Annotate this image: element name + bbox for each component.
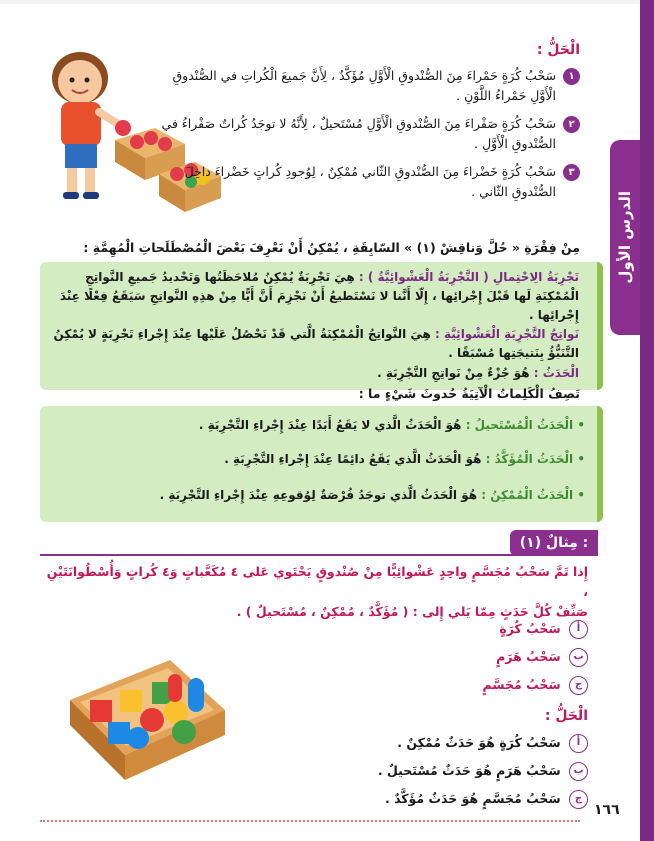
- example-solution-c: [300, 790, 588, 809]
- answers-list: [150, 66, 580, 210]
- option-letter-badge: ب: [569, 648, 588, 667]
- option-text: سَحْبُ كُرَةٍ: [499, 621, 561, 636]
- events-box: [40, 406, 603, 522]
- example-question-line: صَنِّفْ كُلَّ حَدَثٍ مِمّا يَلي إِلى : ( مُؤَكَّدٌ ، مُمْكِنٌ ، مُسْتَحيلٌ ) .: [236, 604, 588, 619]
- solution-letter-badge: أ: [569, 734, 588, 753]
- shapes-box-illustration: [60, 640, 230, 790]
- option-text: سَحْبُ مُجَسَّمٍ: [482, 677, 561, 692]
- solution-text: سَحْبُ كُرَةٍ هُوَ حَدَثٌ مُمْكِنٌ .: [397, 735, 561, 750]
- example-option-c: [380, 676, 588, 695]
- example-solution-b: [300, 762, 588, 781]
- solution-heading: الْحَلُّ :: [536, 42, 580, 58]
- solution-text: سَحْبُ هَرَمٍ هُوَ حَدَثٌ مُسْتَحيلٌ .: [377, 763, 561, 778]
- definition-term: الْحَدَثُ :: [533, 366, 579, 380]
- definition-term: تَجْرِبَةُ الِاحْتِمالِ ( التَّجْرِبَةُ الْعَشْوائِيَّةُ ) :: [358, 270, 579, 284]
- example-option-a: [380, 620, 588, 639]
- answer-text: سَحْبُ كُرَةٍ خَضْراءَ مِنَ الصُّنْدوقِ الثّاني مُمْكِنٌ ، لِوُجودِ كُراتٍ خَضْراءَ داخِلَ الصُّنْدوقِ الثّاني .: [184, 164, 556, 199]
- bullet-icon: •: [577, 418, 585, 432]
- event-text: هُوَ الْحَدَثُ الَّذي توجَدُ فُرْصَةٌ لِوُقوعِهِ عِنْدَ إِجْراءِ التَّجْرِبَةِ .: [159, 488, 478, 502]
- event-possible: [52, 486, 585, 504]
- event-certain: [52, 450, 585, 468]
- answer-number-badge: ١: [563, 68, 580, 85]
- footer-divider: [40, 820, 580, 822]
- event-term: الْحَدَثُ الْمُؤَكَّدُ :: [485, 452, 574, 466]
- event-impossible: [52, 416, 585, 434]
- page-number: ١٦٦: [594, 802, 620, 818]
- answer-item: [150, 162, 580, 202]
- answer-item: [150, 66, 580, 106]
- answer-text: سَحْبُ كُرَةٍ حَمْراءَ مِنَ الصُّنْدوقِ الْأَوَّلِ مُؤَكَّدٌ ، لِأَنَّ جَميعَ الْكُراتِ في الصُّنْدوقِ الْأَوَّلِ حَمْراءُ اللَّوْنِ .: [172, 68, 556, 103]
- option-letter-badge: ج: [569, 676, 588, 695]
- example-label: مِثالٌ (١) :: [510, 530, 598, 556]
- side-stripe: [640, 0, 654, 841]
- lesson-side-tab-label: الدرس الأول: [616, 191, 634, 284]
- bullet-icon: •: [577, 488, 585, 502]
- page-edge: [0, 0, 654, 4]
- definition-random-experiment: [52, 268, 579, 325]
- option-text: سَحْبُ هَرَمٍ: [496, 649, 561, 664]
- event-text: هُوَ الْحَدَثُ الَّذي لا يَقَعُ أَبَدًا عِنْدَ إِجْراءِ التَّجْرِبَةِ .: [198, 418, 462, 432]
- solution-letter-badge: ج: [569, 790, 588, 809]
- answer-text: سَحْبُ كُرَةٍ صَفْراءَ مِنَ الصُّنْدوقِ الْأَوَّلِ مُسْتَحيلٌ ، لِأَنَّهُ لا توجَدُ كُراتٌ صَفْراءُ في الصُّنْدوقِ الْأَوَّلِ .: [161, 116, 556, 151]
- definition-event: [52, 364, 579, 383]
- option-letter-badge: أ: [569, 620, 588, 639]
- example-solution-heading: الْحَلُّ :: [544, 708, 588, 724]
- event-text: هُوَ الْحَدَثُ الَّذي يَقَعُ دائِمًا عِنْدَ إِجْراءِ التَّجْرِبَةِ .: [224, 452, 482, 466]
- lesson-side-tab: [610, 140, 640, 335]
- definition-outcomes: [52, 325, 579, 363]
- example-question: [40, 562, 588, 622]
- solution-text: سَحْبُ مُجَسَّمٍ هُوَ حَدَثٌ مُؤَكَّدٌ .: [384, 791, 561, 806]
- event-term: الْحَدَثُ الْمُمْكِنُ :: [481, 488, 574, 502]
- answer-number-badge: ٣: [563, 164, 580, 181]
- definition-text: هِيَ النَّواتِجُ الْمُمْكِنَةُ الَّتي قَدْ نَحْصُلُ عَلَيْها عِنْدَ إِجْراءِ تَجْرِبَةٍ لا يُمْكِنُ التَّنَبُّؤُ بِنَتيجَتِها مُسْبَقًا .: [53, 327, 579, 360]
- solution-letter-badge: ب: [569, 762, 588, 781]
- example-divider: [40, 554, 598, 556]
- intro-line: مِنْ فِقْرَةِ « حُلَّ وَناقِشْ (١) » السّابِقَةِ ، يُمْكِنُ أَنْ نَعْرِفَ بَعْضَ الْمُصْطَلَحاتِ الْمُهِمَّةِ :: [83, 240, 580, 255]
- answer-item: [150, 114, 580, 154]
- describe-line: تَصِفُ الْكَلِماتُ الْآتِيَةُ حُدوثَ شَيْءٍ ما :: [358, 386, 580, 401]
- example-solution-a: [300, 734, 588, 753]
- definition-term: نَواتِجُ التَّجْرِبَةِ الْعَشْوائِيَّةِ :: [435, 327, 579, 341]
- bullet-icon: •: [577, 452, 585, 466]
- example-question-line: إِذا تَمَّ سَحْبُ مُجَسَّمٍ واحِدٍ عَشْوائِيًّا مِنْ صُنْدوقٍ يَحْتَوي عَلى ٤ مُكَعَّباتٍ وَ٤ كُراتٍ وَأُسْطُوانَتَيْنِ ،: [46, 564, 588, 599]
- answer-number-badge: ٢: [563, 116, 580, 133]
- example-option-b: [380, 648, 588, 667]
- definitions-box: [40, 262, 603, 390]
- definition-text: هُوَ جُزْءٌ مِنْ نَواتِجِ التَّجْرِبَةِ .: [377, 366, 530, 380]
- event-term: الْحَدَثُ الْمُسْتَحيلُ :: [465, 418, 574, 432]
- definition-text: هِيَ تَجْرِبَةٌ يُمْكِنُ مُلاحَظَتُها وَتَحْديدُ جَميعِ النَّواتِجِ الْمُمْكِنَةِ لَها قَبْلَ إِجْرائِها ، إِلّا أَنَّنا لا نَسْتَطيعُ أَنْ نَجْزِمَ أَنَّ أَيًّا مِنْ هذِهِ النَّواتِجِ سَيَقَعُ فِعْلًا عِنْدَ إِجْرائِها .: [59, 270, 579, 322]
